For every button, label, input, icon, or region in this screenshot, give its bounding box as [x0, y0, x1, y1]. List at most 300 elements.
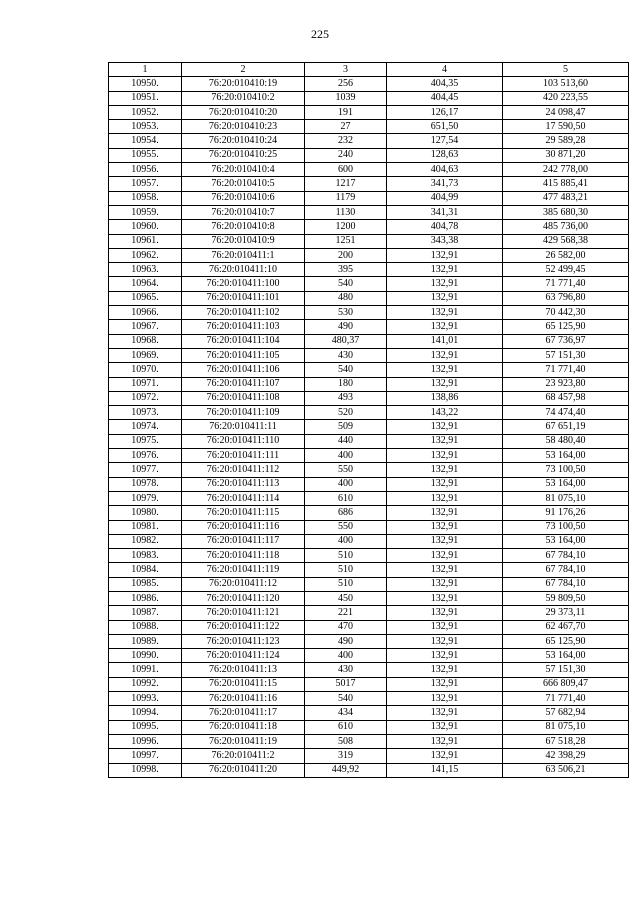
cadastral-number-cell: 76:20:010411:108: [182, 391, 305, 405]
value-cell: 26 582,00: [503, 248, 629, 262]
area-cell: 232: [305, 134, 387, 148]
area-cell: 400: [305, 649, 387, 663]
table-body: [109, 77, 629, 778]
area-cell: 550: [305, 463, 387, 477]
rate-cell: 404,99: [387, 191, 503, 205]
cadastral-number-cell: 76:20:010411:15: [182, 677, 305, 691]
value-cell: 385 680,30: [503, 205, 629, 219]
cadastral-number-cell: 76:20:010410:20: [182, 105, 305, 119]
rate-cell: 126,17: [387, 105, 503, 119]
cadastral-number-cell: 76:20:010411:106: [182, 363, 305, 377]
value-cell: 57 151,30: [503, 663, 629, 677]
value-cell: 477 483,21: [503, 191, 629, 205]
table-row: [109, 220, 629, 234]
rate-cell: 132,91: [387, 520, 503, 534]
rate-cell: 132,91: [387, 506, 503, 520]
table-row: [109, 634, 629, 648]
table-row: [109, 391, 629, 405]
table-row: [109, 148, 629, 162]
table-row: [109, 291, 629, 305]
table-row: [109, 763, 629, 777]
area-cell: 1251: [305, 234, 387, 248]
value-cell: 71 771,40: [503, 363, 629, 377]
row-number-cell: 10979.: [109, 491, 182, 505]
area-cell: 686: [305, 506, 387, 520]
cadastral-number-cell: 76:20:010410:5: [182, 177, 305, 191]
rate-cell: 132,91: [387, 692, 503, 706]
area-cell: 450: [305, 591, 387, 605]
cadastral-number-cell: 76:20:010411:114: [182, 491, 305, 505]
cadastral-number-cell: 76:20:010410:24: [182, 134, 305, 148]
row-number-cell: 10981.: [109, 520, 182, 534]
row-number-cell: 10990.: [109, 649, 182, 663]
cadastral-number-cell: 76:20:010410:2: [182, 91, 305, 105]
table-header-row: [109, 63, 629, 77]
rate-cell: 404,63: [387, 163, 503, 177]
table-row: [109, 734, 629, 748]
row-number-cell: 10972.: [109, 391, 182, 405]
table-row: [109, 491, 629, 505]
page-number: 225: [311, 27, 329, 41]
row-number-cell: 10974.: [109, 420, 182, 434]
rate-cell: 132,91: [387, 449, 503, 463]
table-row: [109, 406, 629, 420]
cadastral-number-cell: 76:20:010411:111: [182, 449, 305, 463]
row-number-cell: 10967.: [109, 320, 182, 334]
cadastral-number-cell: 76:20:010411:20: [182, 763, 305, 777]
cadastral-number-cell: 76:20:010411:16: [182, 692, 305, 706]
table-row: [109, 577, 629, 591]
table-row: [109, 120, 629, 134]
value-cell: 29 589,28: [503, 134, 629, 148]
table-row: [109, 91, 629, 105]
area-cell: 1039: [305, 91, 387, 105]
area-cell: 550: [305, 520, 387, 534]
table-row: [109, 334, 629, 348]
value-cell: 59 809,50: [503, 591, 629, 605]
rate-cell: 132,91: [387, 363, 503, 377]
cadastral-number-cell: 76:20:010411:102: [182, 306, 305, 320]
rate-cell: 132,91: [387, 377, 503, 391]
row-number-cell: 10959.: [109, 205, 182, 219]
row-number-cell: 10963.: [109, 263, 182, 277]
row-number-cell: 10953.: [109, 120, 182, 134]
rate-cell: 141,15: [387, 763, 503, 777]
cadastral-number-cell: 76:20:010411:104: [182, 334, 305, 348]
table-row: [109, 549, 629, 563]
value-cell: 23 923,80: [503, 377, 629, 391]
table-row: [109, 677, 629, 691]
row-number-cell: 10983.: [109, 549, 182, 563]
cadastral-number-cell: 76:20:010411:110: [182, 434, 305, 448]
row-number-cell: 10973.: [109, 406, 182, 420]
row-number-cell: 10986.: [109, 591, 182, 605]
rate-cell: 132,91: [387, 706, 503, 720]
cadastral-number-cell: 76:20:010410:7: [182, 205, 305, 219]
rate-cell: 132,91: [387, 534, 503, 548]
table-row: [109, 234, 629, 248]
rate-cell: 141,01: [387, 334, 503, 348]
cadastral-number-cell: 76:20:010411:10: [182, 263, 305, 277]
cadastral-number-cell: 76:20:010411:17: [182, 706, 305, 720]
cadastral-number-cell: 76:20:010411:105: [182, 348, 305, 362]
value-cell: 29 373,11: [503, 606, 629, 620]
value-cell: 67 784,10: [503, 563, 629, 577]
row-number-cell: 10969.: [109, 348, 182, 362]
value-cell: 485 736,00: [503, 220, 629, 234]
table-row: [109, 749, 629, 763]
value-cell: 67 784,10: [503, 549, 629, 563]
row-number-cell: 10978.: [109, 477, 182, 491]
rate-cell: 132,91: [387, 577, 503, 591]
cadastral-number-cell: 76:20:010410:19: [182, 77, 305, 91]
row-number-cell: 10975.: [109, 434, 182, 448]
value-cell: 42 398,29: [503, 749, 629, 763]
value-cell: 91 176,26: [503, 506, 629, 520]
row-number-cell: 10951.: [109, 91, 182, 105]
rate-cell: 127,54: [387, 134, 503, 148]
table-row: [109, 205, 629, 219]
area-cell: 480,37: [305, 334, 387, 348]
value-cell: 63 506,21: [503, 763, 629, 777]
row-number-cell: 10964.: [109, 277, 182, 291]
cadastral-number-cell: 76:20:010411:118: [182, 549, 305, 563]
rate-cell: 132,91: [387, 649, 503, 663]
cadastral-number-cell: 76:20:010411:13: [182, 663, 305, 677]
table-row: [109, 449, 629, 463]
value-cell: 65 125,90: [503, 634, 629, 648]
cadastral-number-cell: 76:20:010411:109: [182, 406, 305, 420]
value-cell: 53 164,00: [503, 477, 629, 491]
value-cell: 71 771,40: [503, 277, 629, 291]
table-row: [109, 77, 629, 91]
area-cell: 319: [305, 749, 387, 763]
cadastral-number-cell: 76:20:010410:8: [182, 220, 305, 234]
area-cell: 180: [305, 377, 387, 391]
row-number-cell: 10994.: [109, 706, 182, 720]
rate-cell: 132,91: [387, 634, 503, 648]
row-number-cell: 10954.: [109, 134, 182, 148]
row-number-cell: 10989.: [109, 634, 182, 648]
value-cell: 81 075,10: [503, 491, 629, 505]
area-cell: 434: [305, 706, 387, 720]
row-number-cell: 10998.: [109, 763, 182, 777]
cadastral-number-cell: 76:20:010411:119: [182, 563, 305, 577]
area-cell: 240: [305, 148, 387, 162]
row-number-cell: 10997.: [109, 749, 182, 763]
row-number-cell: 10991.: [109, 663, 182, 677]
rate-cell: 132,91: [387, 320, 503, 334]
cadastral-number-cell: 76:20:010411:12: [182, 577, 305, 591]
rate-cell: 132,91: [387, 606, 503, 620]
area-cell: 27: [305, 120, 387, 134]
cadastral-number-cell: 76:20:010411:120: [182, 591, 305, 605]
row-number-cell: 10966.: [109, 306, 182, 320]
table-row: [109, 248, 629, 262]
row-number-cell: 10985.: [109, 577, 182, 591]
table-row: [109, 706, 629, 720]
area-cell: 449,92: [305, 763, 387, 777]
cadastral-number-cell: 76:20:010411:103: [182, 320, 305, 334]
value-cell: 73 100,50: [503, 463, 629, 477]
row-number-cell: 10956.: [109, 163, 182, 177]
value-cell: 53 164,00: [503, 449, 629, 463]
value-cell: 74 474,40: [503, 406, 629, 420]
value-cell: 57 151,30: [503, 348, 629, 362]
value-cell: 415 885,41: [503, 177, 629, 191]
rate-cell: 343,38: [387, 234, 503, 248]
cadastral-number-cell: 76:20:010411:1: [182, 248, 305, 262]
cadastral-number-cell: 76:20:010411:124: [182, 649, 305, 663]
rate-cell: 651,50: [387, 120, 503, 134]
area-cell: 508: [305, 734, 387, 748]
value-cell: 666 809,47: [503, 677, 629, 691]
area-cell: 540: [305, 363, 387, 377]
row-number-cell: 10980.: [109, 506, 182, 520]
value-cell: 67 518,28: [503, 734, 629, 748]
area-cell: 256: [305, 77, 387, 91]
rate-cell: 404,45: [387, 91, 503, 105]
area-cell: 510: [305, 563, 387, 577]
table-row: [109, 534, 629, 548]
table-row: [109, 134, 629, 148]
value-cell: 71 771,40: [503, 692, 629, 706]
table-row: [109, 420, 629, 434]
area-cell: 1130: [305, 205, 387, 219]
cadastral-number-cell: 76:20:010411:115: [182, 506, 305, 520]
value-cell: 67 736,97: [503, 334, 629, 348]
area-cell: 395: [305, 263, 387, 277]
cadastral-number-cell: 76:20:010411:2: [182, 749, 305, 763]
row-number-cell: 10950.: [109, 77, 182, 91]
row-number-cell: 10993.: [109, 692, 182, 706]
area-cell: 221: [305, 606, 387, 620]
table-row: [109, 105, 629, 119]
value-cell: 30 871,20: [503, 148, 629, 162]
row-number-cell: 10987.: [109, 606, 182, 620]
row-number-cell: 10962.: [109, 248, 182, 262]
rate-cell: 132,91: [387, 434, 503, 448]
rate-cell: 132,91: [387, 420, 503, 434]
area-cell: 520: [305, 406, 387, 420]
value-cell: 242 778,00: [503, 163, 629, 177]
rate-cell: 143,22: [387, 406, 503, 420]
cadastral-number-cell: 76:20:010410:25: [182, 148, 305, 162]
area-cell: 470: [305, 620, 387, 634]
area-cell: 480: [305, 291, 387, 305]
row-number-cell: 10995.: [109, 720, 182, 734]
area-cell: 610: [305, 720, 387, 734]
table-row: [109, 363, 629, 377]
area-cell: 1179: [305, 191, 387, 205]
cadastral-number-cell: 76:20:010410:23: [182, 120, 305, 134]
rate-cell: 341,73: [387, 177, 503, 191]
area-cell: 493: [305, 391, 387, 405]
rate-cell: 132,91: [387, 563, 503, 577]
value-cell: 52 499,45: [503, 263, 629, 277]
table-row: [109, 463, 629, 477]
row-number-cell: 10960.: [109, 220, 182, 234]
row-number-cell: 10961.: [109, 234, 182, 248]
rate-cell: 132,91: [387, 248, 503, 262]
rate-cell: 132,91: [387, 734, 503, 748]
row-number-cell: 10968.: [109, 334, 182, 348]
row-number-cell: 10992.: [109, 677, 182, 691]
area-cell: 191: [305, 105, 387, 119]
row-number-cell: 10988.: [109, 620, 182, 634]
column-header: 1: [109, 63, 182, 77]
cadastral-number-cell: 76:20:010411:116: [182, 520, 305, 534]
area-cell: 1217: [305, 177, 387, 191]
rate-cell: 132,91: [387, 677, 503, 691]
value-cell: 81 075,10: [503, 720, 629, 734]
row-number-cell: 10977.: [109, 463, 182, 477]
area-cell: 490: [305, 320, 387, 334]
area-cell: 510: [305, 577, 387, 591]
row-number-cell: 10958.: [109, 191, 182, 205]
area-cell: 200: [305, 248, 387, 262]
value-cell: 70 442,30: [503, 306, 629, 320]
rate-cell: 132,91: [387, 348, 503, 362]
table-row: [109, 163, 629, 177]
area-cell: 509: [305, 420, 387, 434]
rate-cell: 132,91: [387, 620, 503, 634]
value-cell: 103 513,60: [503, 77, 629, 91]
rate-cell: 132,91: [387, 549, 503, 563]
table-row: [109, 520, 629, 534]
row-number-cell: 10984.: [109, 563, 182, 577]
row-number-cell: 10982.: [109, 534, 182, 548]
row-number-cell: 10976.: [109, 449, 182, 463]
table-row: [109, 277, 629, 291]
rate-cell: 132,91: [387, 463, 503, 477]
value-cell: 62 467,70: [503, 620, 629, 634]
value-cell: 57 682,94: [503, 706, 629, 720]
row-number-cell: 10965.: [109, 291, 182, 305]
row-number-cell: 10955.: [109, 148, 182, 162]
value-cell: 53 164,00: [503, 649, 629, 663]
cadastral-number-cell: 76:20:010411:19: [182, 734, 305, 748]
cadastral-number-cell: 76:20:010411:18: [182, 720, 305, 734]
table-row: [109, 348, 629, 362]
table-row: [109, 477, 629, 491]
row-number-cell: 10996.: [109, 734, 182, 748]
area-cell: 540: [305, 692, 387, 706]
table-row: [109, 263, 629, 277]
value-cell: 63 796,80: [503, 291, 629, 305]
rate-cell: 341,31: [387, 205, 503, 219]
value-cell: 67 651,19: [503, 420, 629, 434]
value-cell: 68 457,98: [503, 391, 629, 405]
rate-cell: 132,91: [387, 663, 503, 677]
table-row: [109, 177, 629, 191]
rate-cell: 132,91: [387, 277, 503, 291]
value-cell: 420 223,55: [503, 91, 629, 105]
area-cell: 510: [305, 549, 387, 563]
cadastral-number-cell: 76:20:010411:100: [182, 277, 305, 291]
row-number-cell: 10970.: [109, 363, 182, 377]
rate-cell: 404,35: [387, 77, 503, 91]
rate-cell: 404,78: [387, 220, 503, 234]
rate-cell: 132,91: [387, 491, 503, 505]
cadastral-number-cell: 76:20:010411:112: [182, 463, 305, 477]
table-row: [109, 620, 629, 634]
cadastral-number-cell: 76:20:010411:121: [182, 606, 305, 620]
row-number-cell: 10952.: [109, 105, 182, 119]
column-header: 4: [387, 63, 503, 77]
cadastral-number-cell: 76:20:010411:113: [182, 477, 305, 491]
table-row: [109, 649, 629, 663]
area-cell: 430: [305, 663, 387, 677]
table-row: [109, 306, 629, 320]
column-header: 2: [182, 63, 305, 77]
rate-cell: 132,91: [387, 749, 503, 763]
table-row: [109, 434, 629, 448]
table-row: [109, 720, 629, 734]
area-cell: 440: [305, 434, 387, 448]
area-cell: 400: [305, 449, 387, 463]
area-cell: 430: [305, 348, 387, 362]
area-cell: 600: [305, 163, 387, 177]
column-header: 3: [305, 63, 387, 77]
area-cell: 400: [305, 477, 387, 491]
table-row: [109, 320, 629, 334]
cadastral-number-cell: 76:20:010411:123: [182, 634, 305, 648]
rate-cell: 132,91: [387, 291, 503, 305]
value-cell: 24 098,47: [503, 105, 629, 119]
area-cell: 610: [305, 491, 387, 505]
cadastral-number-cell: 76:20:010411:117: [182, 534, 305, 548]
area-cell: 540: [305, 277, 387, 291]
value-cell: 53 164,00: [503, 534, 629, 548]
area-cell: 530: [305, 306, 387, 320]
area-cell: 400: [305, 534, 387, 548]
registry-table: [108, 62, 629, 778]
cadastral-number-cell: 76:20:010411:101: [182, 291, 305, 305]
cadastral-number-cell: 76:20:010410:9: [182, 234, 305, 248]
rate-cell: 132,91: [387, 720, 503, 734]
table-row: [109, 377, 629, 391]
rate-cell: 132,91: [387, 591, 503, 605]
cadastral-number-cell: 76:20:010410:4: [182, 163, 305, 177]
value-cell: 58 480,40: [503, 434, 629, 448]
row-number-cell: 10957.: [109, 177, 182, 191]
rate-cell: 132,91: [387, 306, 503, 320]
area-cell: 490: [305, 634, 387, 648]
table-row: [109, 663, 629, 677]
value-cell: 429 568,38: [503, 234, 629, 248]
cadastral-number-cell: 76:20:010411:122: [182, 620, 305, 634]
cadastral-number-cell: 76:20:010411:107: [182, 377, 305, 391]
rate-cell: 128,63: [387, 148, 503, 162]
value-cell: 73 100,50: [503, 520, 629, 534]
cadastral-number-cell: 76:20:010410:6: [182, 191, 305, 205]
table-row: [109, 563, 629, 577]
table-row: [109, 591, 629, 605]
rate-cell: 132,91: [387, 477, 503, 491]
row-number-cell: 10971.: [109, 377, 182, 391]
table-row: [109, 506, 629, 520]
table-row: [109, 692, 629, 706]
value-cell: 17 590,50: [503, 120, 629, 134]
table-row: [109, 191, 629, 205]
column-header: 5: [503, 63, 629, 77]
area-cell: 1200: [305, 220, 387, 234]
rate-cell: 132,91: [387, 263, 503, 277]
value-cell: 65 125,90: [503, 320, 629, 334]
area-cell: 5017: [305, 677, 387, 691]
cadastral-number-cell: 76:20:010411:11: [182, 420, 305, 434]
